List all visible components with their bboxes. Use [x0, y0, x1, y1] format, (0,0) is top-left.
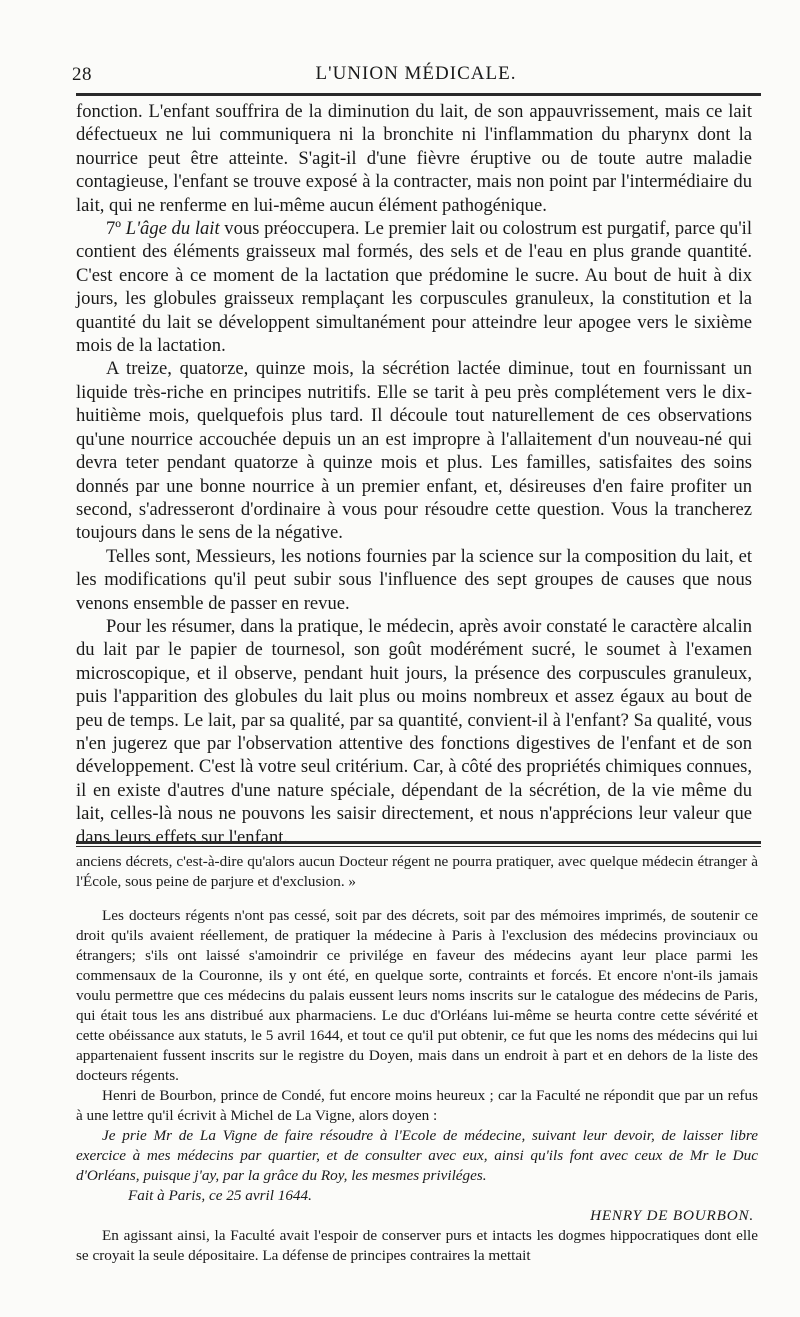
- letter-date: Fait à Paris, ce 25 avril 1644.: [128, 1187, 312, 1204]
- paragraph-treize-mois: A treize, quatorze, quinze mois, la sécrétion lactée diminue, tout en fournissant un liquide très-riche en principes nutritifs. Elle se tarit à peu près complétement vers le dix-huitième mois, quelquefois plus tard. Il découle tout naturellement de ces observations qu'une nourrice accouchée depuis un an est impropre à l'allaitement d'un nouveau-né qui devra teter pendant quatorze à quinze mois et plus. Les familles, satisfaites des soins donnés par une bonne nourrice à un premier enfant, et, désireuses d'en faire profiter un second, s'adresseront d'ordinaire à vous pour résoudre cette question. Vous la trancherez toujours dans le sens de la négative.: [76, 358, 752, 544]
- running-title: L'UNION MÉDICALE.: [315, 63, 517, 84]
- paragraph-telles-sont: Telles sont, Messieurs, les notions fournies par la science sur la composition du lait, et les modifications qu'il peut subir sous l'influence des sept groupes de causes que nous venons ensemble de passer en revue.: [76, 545, 752, 614]
- paragraph-fonction: fonction. L'enfant souffrira de la diminution du lait, de son appauvrissement, mais ce lait défectueux ne lui communiquera ni la bronchite ni l'inflammation du pharynx dont la nourrice peut être atteinte. S'agit-il d'une fièvre éruptive ou de toute autre maladie contagieuse, l'enfant se trouve exposé à la contracter, mais non point par l'intermédiaire du lait, qui ne renferme en lui-même aucun élément pathogénique.: [76, 101, 752, 216]
- page-header: [70, 60, 762, 90]
- paragraph-body: vous préoccupera. Le premier lait ou colostrum est purgatif, parce qu'il contient des éléments graisseux mal formés, des sels et de l'eau en plus grande quantité. C'est encore à ce moment de la lactation que prédomine le sucre. Au bout de huit à dix jours, les globules graisseux remplaçant les corpuscules granuleux, la constitution et la quantité du lait se développent simultanément pour atteindre leur apogee vers le sixième mois de la lactation.: [76, 218, 753, 357]
- main-text: [76, 100, 752, 849]
- note-anciens-decrets: anciens décrets, c'est-à-dire qu'alors aucun Docteur régent ne pourra pratiquer, avec quelque médecin étranger à l'École, sous peine de parjure et d'exclusion. »: [76, 853, 758, 890]
- paragraph-age-du-lait: [76, 217, 752, 357]
- list-number: 7º: [106, 218, 126, 240]
- note-en-agissant-ainsi: En agissant ainsi, la Faculté avait l'espoir de conserver purs et intacts les dogmes hippocratiques dont elle se croyait la seule dépositaire. La défense de principes contraires la mettait: [76, 1227, 758, 1264]
- italic-heading: L'âge du lait: [125, 218, 220, 240]
- header-rule: [76, 93, 761, 96]
- page-number: 28: [72, 64, 92, 85]
- feuilleton-notes: [76, 852, 758, 1266]
- note-henri-de-bourbon: Henri de Bourbon, prince de Condé, fut encore moins heureux ; car la Faculté ne répondit que par un refus à une lettre qu'il écrivit à Michel de La Vigne, alors doyen :: [76, 1087, 758, 1124]
- footnote-separator: [76, 841, 761, 847]
- paragraph-pour-les-resumer: Pour les résumer, dans la pratique, le médecin, après avoir constaté le caractère alcalin du lait par le papier de tournesol, son goût modérément sucré, le soumet à l'examen microscopique, et il observe, pendant huit jours, la présence des corpuscules granuleux, puis l'apparition des globules du lait plus ou moins nombreux et assez égaux au bout de peu de temps. Le lait, par sa qualité, par sa quantité, convient-il à l'enfant? Sa qualité, vous n'en jugerez que par l'observation attentive des fonctions digestives de l'enfant et de son développement. C'est là votre seul critérium. Car, à côté des propriétés chimiques connues, il en existe d'autres d'une nature spéciale, dépendant de la sécrétion, de la vie même du lait, celles-là nous ne pouvons les saisir directement, et nous n'apprécions leur valeur que dans leurs effets sur l'enfant.: [76, 615, 752, 848]
- quoted-letter: Je prie Mr de La Vigne de faire résoudre à l'Ecole de médecine, suivant leur devoir, de laisser libre exercice à mes médecins par quartier, et de consulter avec eux, ainsi qu'ils font avec ceux de Mr le Duc d'Orléans, puisque j'ay, par la grâce du Roy, les mesmes priviléges.: [76, 1127, 758, 1184]
- note-docteurs-regents: Les docteurs régents n'ont pas cessé, soit par des décrets, soit par des mémoires imprimés, de soutenir ce droit qu'ils avaient réellement, de pratiquer la médecine à Paris à l'exclusion des médecins provinciaux ou étrangers; s'ils ont laissé s'amoindrir ce privilége en faveur des médecins ayant leur place parmi les commensaux de la Couronne, ils y ont été, en quelque sorte, contraints et forcés. Et encore n'ont-ils jamais voulu permettre que ces médecins du palais eussent leurs noms inscrits sur le catalogue des médecins de Paris, qui était tous les ans distribué aux pharmaciens. Le duc d'Orléans lui-même se heurta contre cette sévérité et cette obéissance aux statuts, le 5 avril 1644, et tout ce qu'il put obtenir, ce fut que les noms des médecins qui lui appartenaient fussent inscrits sur le registre du Doyen, mais dans un endroit à part et en dehors de la liste des docteurs régents.: [76, 907, 758, 1084]
- letter-signature: HENRY DE BOURBON.: [590, 1207, 754, 1224]
